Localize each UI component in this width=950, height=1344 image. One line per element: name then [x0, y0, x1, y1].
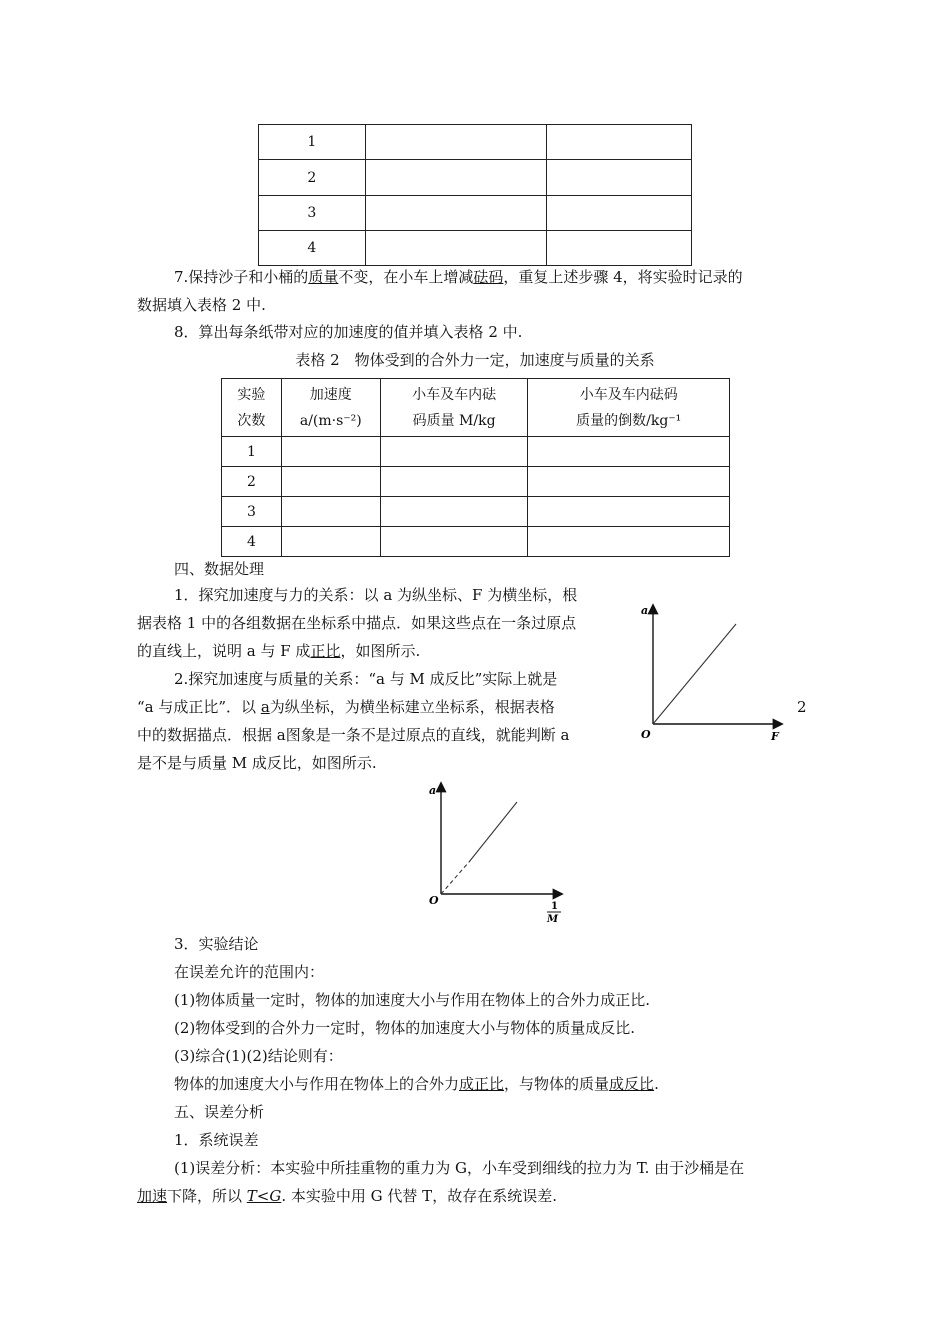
table1-cell: 1 — [259, 125, 366, 160]
p5-title: 1．系统误差 — [174, 1131, 259, 1149]
p1-line2: 据表格 1 中的各组数据在坐标系中描点．如果这些点在一条过原点 — [137, 614, 577, 632]
p3-line3: (2)物体受到的合外力一定时，物体的加速度大小与物体的质量成反比. — [174, 1019, 636, 1037]
step8: 8．算出每条纸带对应的加速度的值并填入表格 2 中. — [174, 323, 523, 341]
origin-label: O — [429, 894, 439, 907]
p3-line2: (1)物体质量一定时，物体的加速度大小与作用在物体上的合外力成正比. — [174, 991, 651, 1009]
graph-a-vs-f — [635, 598, 795, 744]
table1-cell: 3 — [259, 196, 366, 231]
y-axis-label: a — [429, 784, 437, 797]
table2-caption: 表格 2 物体受到的合外力一定，加速度与质量的关系 — [295, 351, 655, 369]
step7-line2: 数据填入表格 2 中. — [137, 296, 266, 314]
y-axis-label: a — [641, 604, 649, 617]
p1-line3: 的直线上，说明 a 与 F 成正比，如图所示. — [137, 642, 421, 660]
p3-line4: (3)综合(1)(2)结论则有： — [174, 1047, 343, 1065]
x-axis-label: F — [771, 730, 779, 743]
dashed-extrapolation — [441, 862, 469, 894]
header-mass: 小车及车内砝 码质量 M/kg — [380, 379, 528, 437]
p2-line4: 是不是与质量 M 成反比，如图所示. — [137, 754, 377, 772]
header-acceleration: 加速度 a/(m·s⁻²) — [281, 379, 380, 437]
p2-line3: 中的数据描点．根据 a图象是一条不是过原点的直线，就能判断 a — [137, 726, 570, 744]
step7-line1: 7.保持沙子和小桶的质量不变，在小车上增减砝码，重复上述步骤 4，将实验时记录的 — [174, 268, 743, 286]
p3-title: 3．实验结论 — [174, 935, 259, 953]
origin-label: O — [641, 728, 651, 741]
data-line — [469, 802, 517, 862]
proportional-line — [653, 624, 736, 724]
header-trial: 实验 次数 — [222, 379, 282, 437]
p2-line2: “a 与成正比”．以 a为纵坐标，为横坐标建立坐标系，根据表格 — [137, 698, 555, 716]
x-axis-denominator: M — [547, 914, 559, 925]
p3-line5: 物体的加速度大小与作用在物体上的合外力成正比，与物体的质量成反比. — [174, 1075, 659, 1093]
x-axis-numerator: 1 — [551, 901, 558, 912]
p5-line1: (1)误差分析：本实验中所挂重物的重力为 G，小车受到细线的拉力为 T. 由于沙桶是在 — [174, 1159, 745, 1177]
p5-line2: 加速下降，所以 T<G. 本实验中用 G 代替 T，故存在系统误差. — [137, 1187, 557, 1205]
graph-a-vs-inverse-m — [425, 780, 575, 928]
table2-cell: 3 — [222, 497, 282, 527]
table1-cell: 4 — [259, 231, 366, 266]
margin-number: 2 — [797, 698, 807, 716]
table1 — [258, 124, 692, 266]
p2-line1: 2.探究加速度与质量的关系：“a 与 M 成反比”实际上就是 — [174, 670, 558, 688]
table2-cell: 4 — [222, 527, 282, 557]
p3-line1: 在误差允许的范围内： — [174, 963, 325, 981]
section5-heading: 五、误差分析 — [174, 1103, 265, 1121]
table2-cell: 1 — [222, 437, 282, 467]
header-inverse-mass: 小车及车内砝码 质量的倒数/kg⁻¹ — [528, 379, 730, 437]
table1-cell: 2 — [259, 160, 366, 196]
p1-line1: 1．探究加速度与力的关系：以 a 为纵坐标、F 为横坐标，根 — [174, 586, 578, 604]
table2-cell: 2 — [222, 467, 282, 497]
table2 — [221, 378, 730, 557]
section4-heading: 四、数据处理 — [174, 560, 265, 578]
